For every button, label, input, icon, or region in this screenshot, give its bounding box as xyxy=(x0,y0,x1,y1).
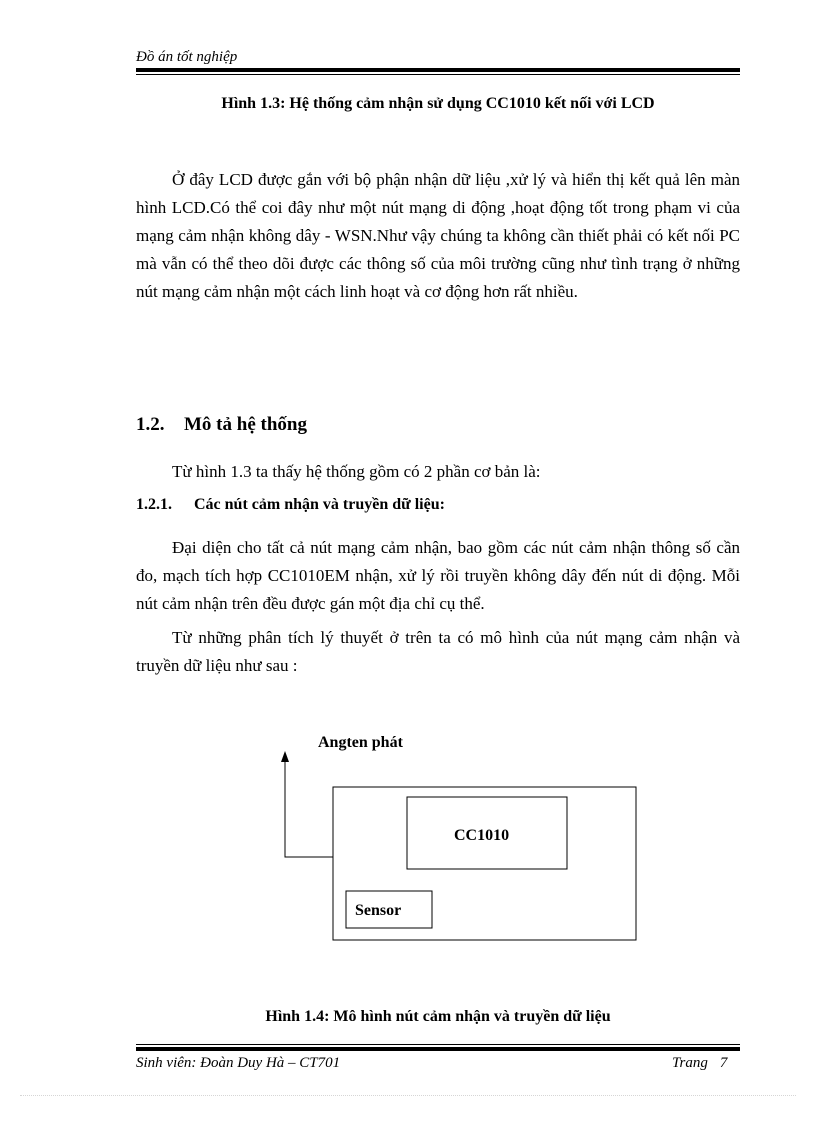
cc1010-box xyxy=(407,797,567,869)
antenna-line xyxy=(285,760,333,857)
paragraph-sensor-nodes: Đại diện cho tất cả nút mạng cảm nhận, bao gồm các nút cảm nhận thông số cần đo, mạch tích hợp CC1010EM nhận, xử lý rồi truyền không dây đến nút di động. Mỗi nút cảm nhận trên đều được gán một địa chỉ cụ thể. xyxy=(136,538,740,613)
figure-1-4-caption: Hình 1.4: Mô hình nút cảm nhận và truyền dữ liệu xyxy=(265,1008,611,1025)
sensor-label: Sensor xyxy=(355,902,402,919)
page-bottom-border xyxy=(20,1095,796,1096)
antenna-arrow-icon xyxy=(281,751,289,762)
footer-rule-thick xyxy=(136,1047,740,1051)
header-rule-thin xyxy=(136,74,740,75)
node-board-box xyxy=(333,787,636,940)
cc1010-label: CC1010 xyxy=(454,827,510,844)
subsection-heading xyxy=(136,496,445,514)
paragraph-system-parts: Từ hình 1.3 ta thấy hệ thống gồm có 2 phần cơ bản là: xyxy=(172,462,541,481)
paragraph-lcd-description: Ở đây LCD được gắn với bộ phận nhận dữ liệu ,xử lý và hiển thị kết quả lên màn hình LCD.Có thể coi đây như một nút mạng di động ,hoạt động tốt trong phạm vi của mạng cảm nhận không dây - WSN.Như vậy chúng ta không cần thiết phải có kết nối PC mà vẫn có thể theo dõi được các thông số của môi trường cũng như tình trạng ở những nút mạng cảm nhận một cách linh hoạt và cơ động hơn rất nhiều. xyxy=(136,170,740,301)
figure-1-3-caption: Hình 1.3: Hệ thống cảm nhận sử dụng CC1010 kết nối với LCD xyxy=(221,95,655,112)
section-number: 1.2. xyxy=(136,414,165,435)
section-title: Mô tả hệ thống xyxy=(184,414,307,435)
footer-rule-thin xyxy=(136,1044,740,1045)
subsection-number: 1.2.1. xyxy=(136,496,172,513)
footer-page-number: 7 xyxy=(719,1055,728,1071)
document-header-title: Đồ án tốt nghiệp xyxy=(136,49,238,65)
section-heading xyxy=(136,414,307,436)
header-rule-thick xyxy=(136,68,740,72)
footer-page-label: Trang xyxy=(672,1055,708,1071)
antenna-label: Angten phát xyxy=(318,734,403,751)
subsection-title: Các nút cảm nhận và truyền dữ liệu: xyxy=(194,496,445,513)
sensor-box xyxy=(346,891,432,928)
footer-student: Sinh viên: Đoàn Duy Hà – CT701 xyxy=(136,1055,341,1071)
paragraph-model-intro: Từ những phân tích lý thuyết ở trên ta có mô hình của nút mạng cảm nhận và truyền dữ liệu như sau : xyxy=(136,628,740,675)
footer-page xyxy=(672,1055,727,1072)
